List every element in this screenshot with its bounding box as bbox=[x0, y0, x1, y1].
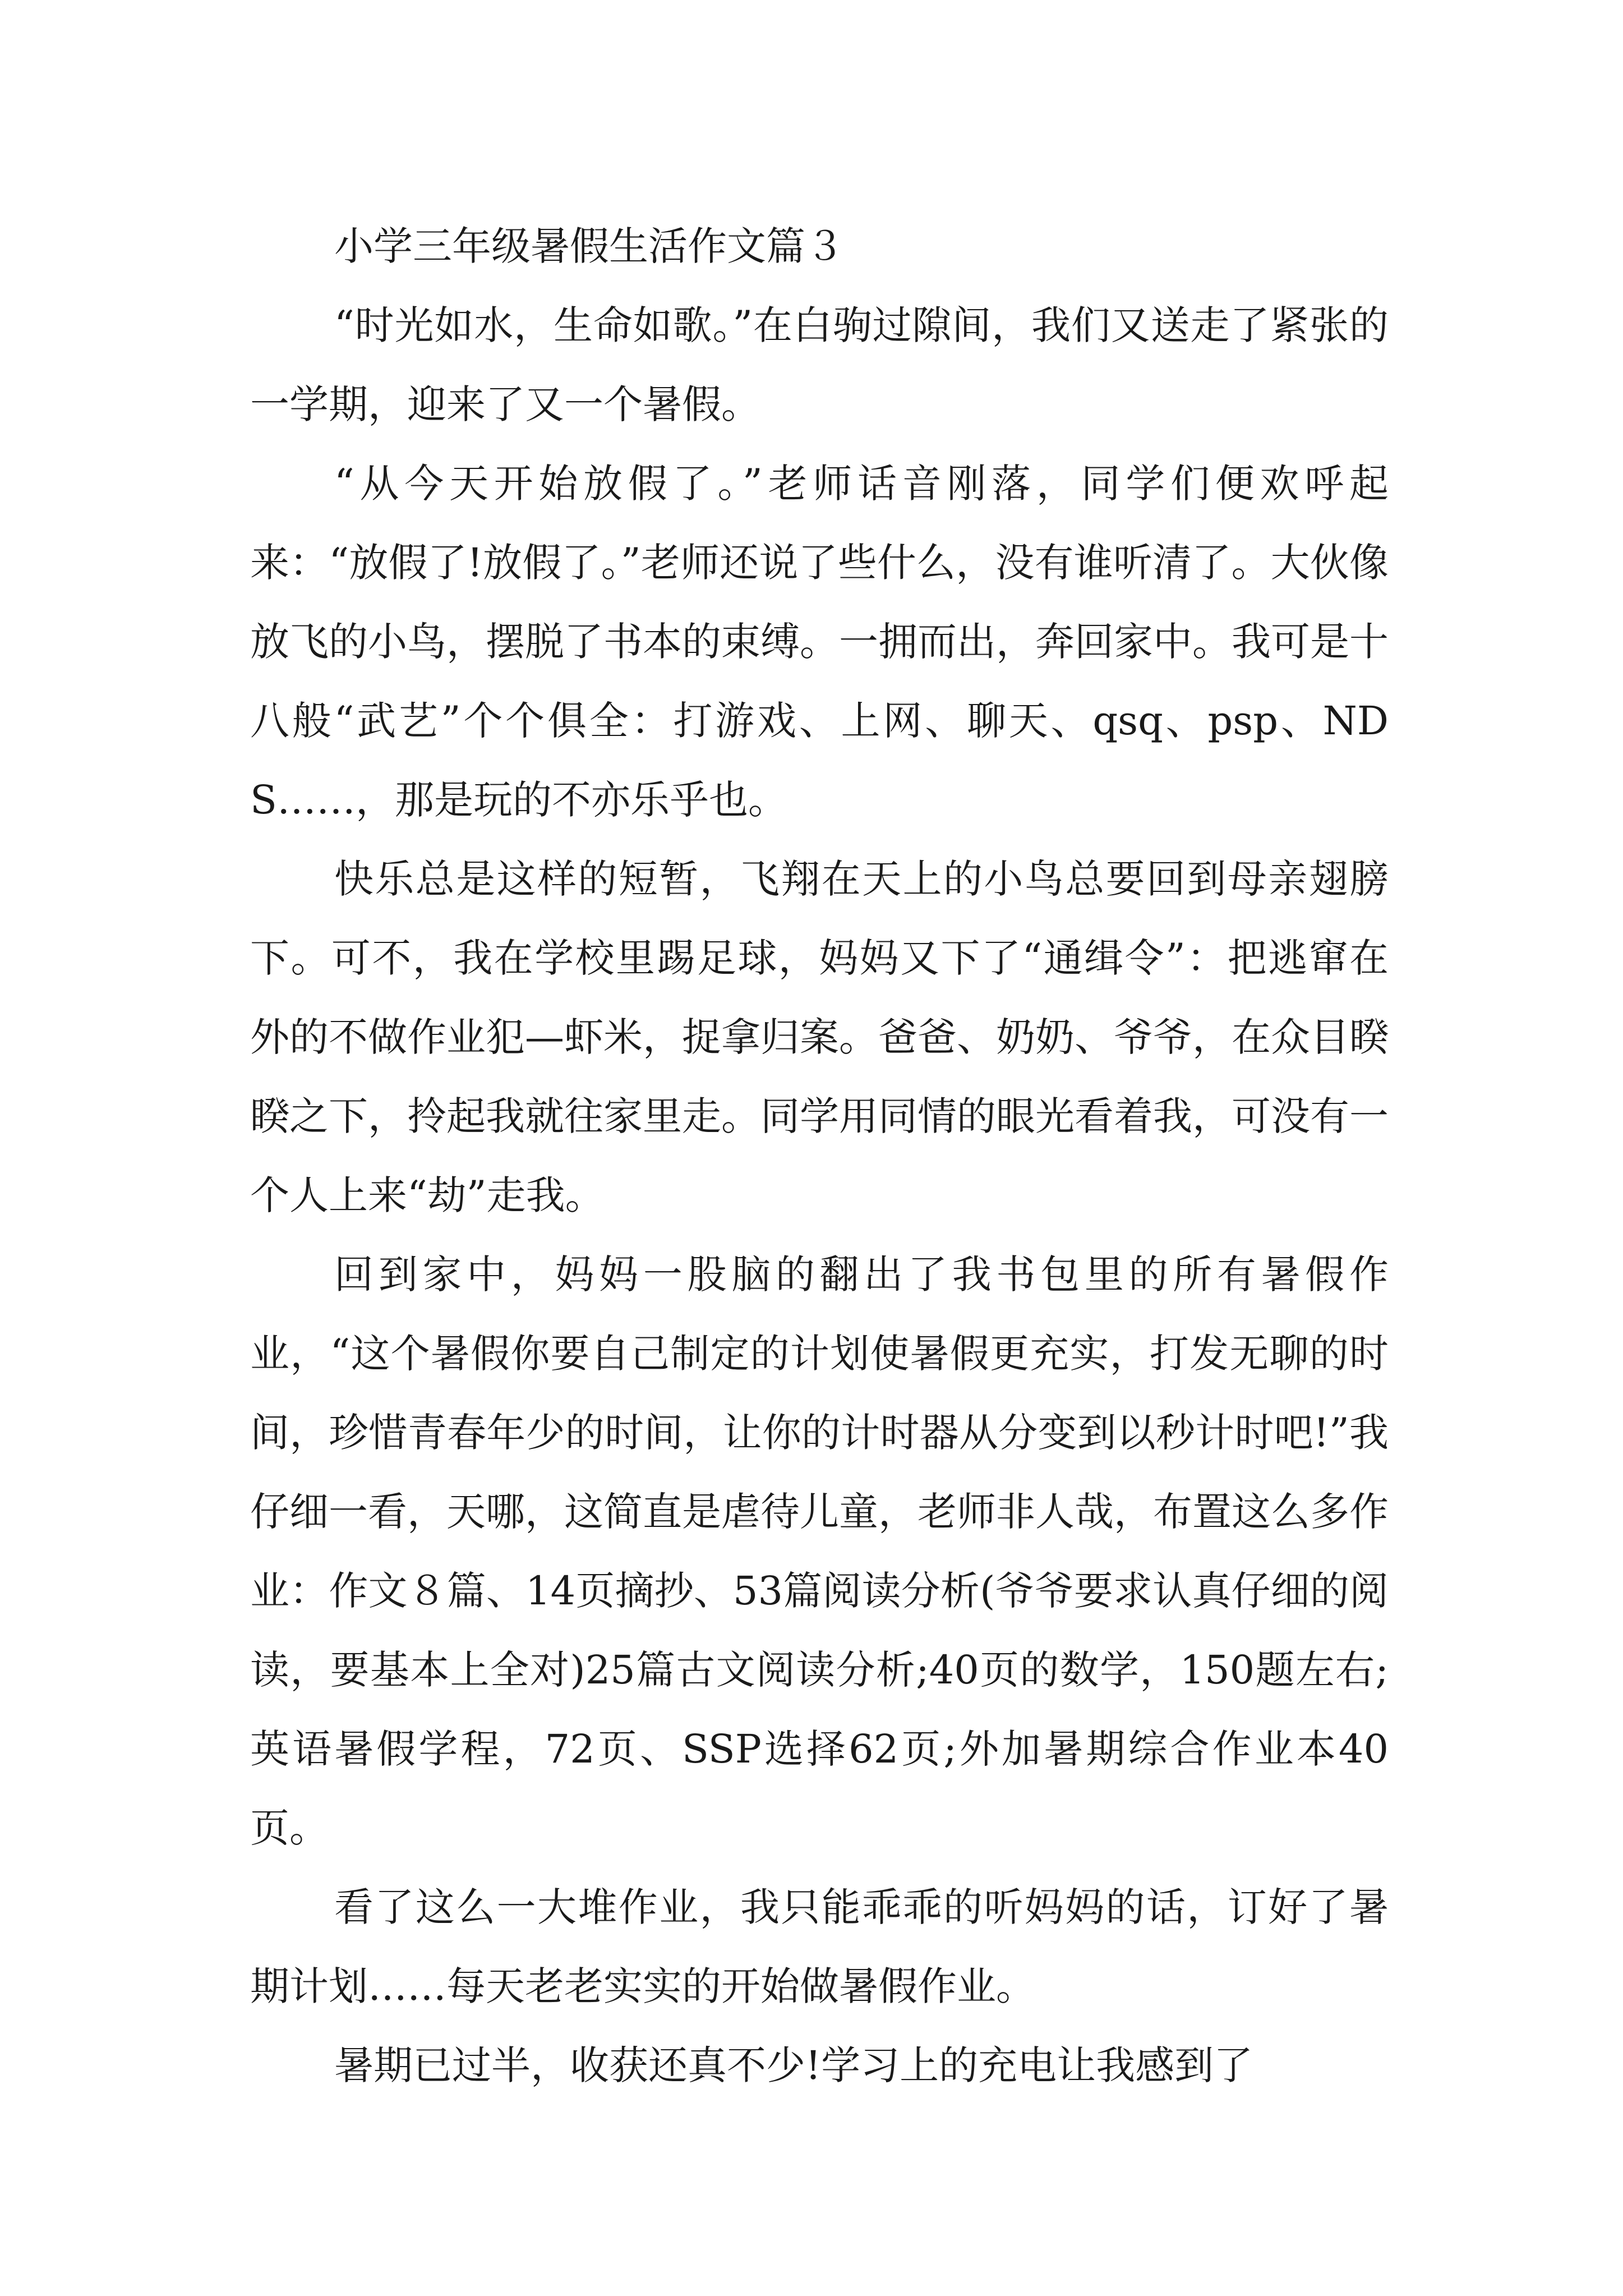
paragraph-3: 快乐总是这样的短暂，飞翔在天上的小鸟总要回到母亲翅膀下。可不，我在学校里踢足球，妈妈又下了“通缉令”：把逃窜在外的不做作业犯—虾米，捉拿归案。爸爸、奶奶、爷爷，在众目睽睽之下，拎起我就往家里走。同学用同情的眼光看着我，可没有一个人上来“劫”走我。 bbox=[250, 856, 1389, 1218]
paragraph-4: 回到家中，妈妈一股脑的翻出了我书包里的所有暑假作业，“这个暑假你要自己制定的计划使暑假更充实，打发无聊的时间，珍惜青春年少的时间，让你的计时器从分变到以秒计时吧!”我仔细一看，天哪，这简直是虐待儿童，老师非人哉，布置这么多作业：作文８篇、14页摘抄、53篇阅读分析(爷爷要求认真仔细的阅读，要基本上全对)25篇古文阅读分析;40页的数学，150题左右;英语暑假学程，72页、SSP选择62页;外加暑期综合作业本40页。 bbox=[250, 1251, 1389, 1851]
paragraph-1: “时光如水，生命如歌。”在白驹过隙间，我们又送走了紧张的一学期，迎来了又一个暑假。 bbox=[250, 302, 1389, 427]
document-body bbox=[250, 207, 1389, 2105]
paragraph-5: 看了这么一大堆作业，我只能乖乖的听妈妈的话，订好了暑期计划……每天老老实实的开始做暑假作业。 bbox=[250, 1884, 1389, 2009]
document-title: 小学三年级暑假生活作文篇３ bbox=[334, 223, 845, 269]
paragraph-6: 暑期已过半，收获还真不少!学习上的充电让我感到了 bbox=[334, 2042, 1253, 2088]
paragraph-2: “从今天开始放假了。”老师话音刚落，同学们便欢呼起来：“放假了!放假了。”老师还说了些什么，没有谁听清了。大伙像放飞的小鸟，摆脱了书本的束缚。一拥而出，奔回家中。我可是十八般“武艺”个个俱全：打游戏、上网、聊天、qsq、psp、NDS……，那是玩的不亦乐乎也。 bbox=[250, 461, 1389, 823]
